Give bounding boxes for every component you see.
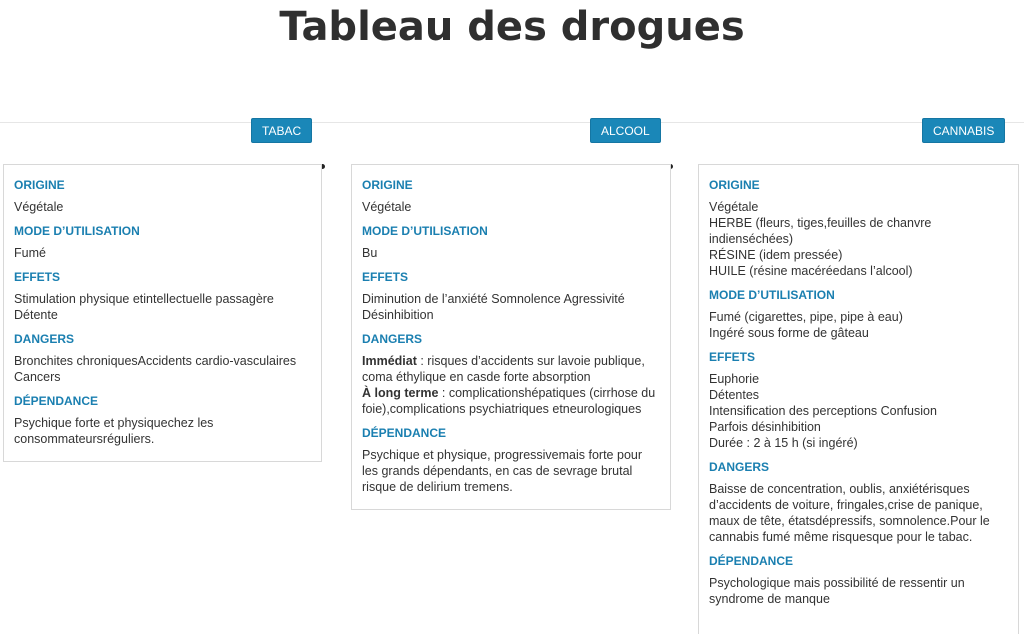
text-line: Bronchites chroniquesAccidents cardio-vasculaires [14,354,297,368]
card-cannabis [698,164,1019,634]
text-line: HERBE (fleurs, tiges,feuilles de chanvre indienséchées) [709,216,932,246]
text-line: RÉSINE (idem pressée) [709,248,843,262]
danger-long-terme [362,385,660,417]
section-text [709,309,1008,341]
section-heading: MODE D’UTILISATION [362,224,488,238]
section-heading: DANGERS [362,332,423,346]
card-alcool [351,164,671,510]
section-heading: EFFETS [362,270,409,284]
section-heading: DÉPENDANCE [709,554,794,568]
section-dependance [14,393,311,447]
danger-label: À long terme [362,386,439,400]
page-title: Tableau des drogues [279,4,745,50]
section-origine [709,177,1008,279]
section-mode [362,223,660,261]
section-effets [362,269,660,323]
section-text: Baisse de concentration, oublis, anxiétérisques d’accidents de voiture, fringales,crise de panique, maux de tête, étatsdépressifs, somnolence.Pour le cannabis fumé même risquesque pour le tabac. [709,482,990,544]
section-dangers [709,459,1008,545]
section-mode [709,287,1008,341]
section-heading: ORIGINE [709,178,760,192]
text-line: Stimulation physique etintellectuelle passagère [14,292,274,306]
danger-immediat [362,353,660,385]
section-heading: DANGERS [14,332,75,346]
section-heading: DANGERS [709,460,770,474]
text-line: Végétale [709,200,759,214]
section-heading: DÉPENDANCE [362,426,447,440]
danger-label: Immédiat [362,354,417,368]
text-line: Cancers [14,370,61,384]
section-heading: MODE D’UTILISATION [14,224,140,238]
danger-text: : complicationshépatiques (cirrhose du foie),complications psychiatriques etneurologiques [362,386,656,416]
section-text [709,371,1008,451]
section-heading: DÉPENDANCE [14,394,99,408]
section-text: Végétale [362,200,412,214]
section-heading: EFFETS [14,270,61,284]
section-text: Bu [362,246,378,260]
section-text: Psychique et physique, progressivemais forte pour les grands dépendants, en cas de sevrage brutal risque de delirium tremens. [362,448,643,494]
section-heading: ORIGINE [14,178,65,192]
text-line: Ingéré sous forme de gâteau [709,326,869,340]
text-line: Détente [14,308,58,322]
text-line: Euphorie [709,372,760,386]
section-origine [362,177,660,215]
section-text: Végétale [14,200,64,214]
section-dependance [709,553,1008,607]
text-line: Détentes [709,388,760,402]
text-line: HUILE (résine macéréedans l’alcool) [709,264,913,278]
section-text [709,199,1008,279]
section-dangers [14,331,311,385]
section-heading: EFFETS [709,350,756,364]
tag-tabac[interactable]: TABAC [251,118,312,143]
text-line: Fumé (cigarettes, pipe, pipe à eau) [709,310,903,324]
section-text: Fumé [14,246,46,260]
section-effets [709,349,1008,451]
section-mode [14,223,311,261]
tag-alcool[interactable]: ALCOOL [590,118,661,143]
section-text: Psychique forte et physiquechez les consommateursréguliers. [14,416,214,446]
section-origine [14,177,311,215]
card-tabac [3,164,322,462]
timeline-line [0,122,1024,123]
tag-cannabis[interactable]: CANNABIS [922,118,1005,143]
danger-text: : risques d’accidents sur lavoie publique, coma éthylique en casde forte absorption [362,354,645,384]
section-dependance [362,425,660,495]
section-text [14,353,311,385]
section-heading: ORIGINE [362,178,413,192]
section-effets [14,269,311,323]
section-dangers [362,331,660,417]
section-text: Psychologique mais possibilité de ressentir un syndrome de manque [709,576,965,606]
text-line: Parfois désinhibition [709,420,821,434]
section-text [14,291,311,323]
section-text: Diminution de l’anxiété Somnolence Agressivité Désinhibition [362,292,625,322]
text-line: Durée : 2 à 15 h (si ingéré) [709,436,858,450]
section-heading: MODE D’UTILISATION [709,288,835,302]
section-text [362,353,660,417]
text-line: Intensification des perceptions Confusion [709,404,937,418]
